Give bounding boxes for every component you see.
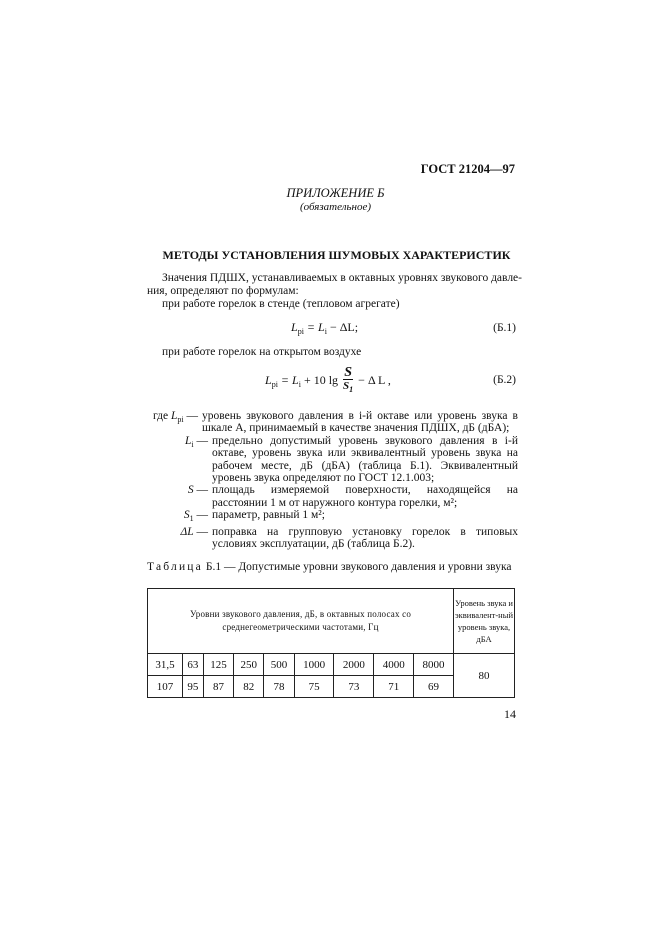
table-main-header: Уровни звукового давления, дБ, в октавных полосах со среднегеометрическими частотами, Гц [148,589,454,654]
section-title: МЕТОДЫ УСТАНОВЛЕНИЯ ШУМОВЫХ ХАРАКТЕРИСТИК [162,248,511,262]
level-cell: 69 [414,676,454,698]
frequency-cell: 4000 [374,654,414,676]
frequency-cell: 250 [234,654,264,676]
level-cell: 95 [183,676,204,698]
definitions-list [150,410,518,550]
frequency-cell: 2000 [334,654,374,676]
definition-item: где $L_{pi}$ — уровень звукового давления в i-й октаве или уровень звука в шкале А, принимаемый в качестве значения ПДШХ, дБ (дБА); [153,410,518,435]
level-cell: 75 [294,676,334,698]
definition-item: ΔL — поправка на групповую установку горелок в типовых условиях эксплуатации, дБ (таблица Б.2). [180,525,518,551]
level-cell: 78 [264,676,294,698]
intro-line-1: Значения ПДШХ, устанавливаемых в октавных уровнях звукового давле- [162,272,522,284]
definition-item: $L_i$ — предельно допустимый уровень звукового давления в i-й октаве, уровень звука или эквивалентный уровень звука на рабочем месте, дБ (дБА) (таблица Б.1). Эквивалентный уровень звука определяют по ГОСТ 12.1.003; [184,434,518,485]
page-number: 14 [504,707,516,721]
appendix-note: (обязательное) [299,201,372,213]
fraction: $\frac{S}{S_1}$ [343,365,354,394]
noise-levels-table [147,588,515,698]
formula-b2: $L_{pi} = L_i + 10$ lg $\frac{S}{S_1}$ − Δ L , [265,365,391,394]
formula-b2-number: (Б.2) [493,374,516,386]
level-cell: 87 [203,676,233,698]
formula-b1: $L_{pi} = L_i - \Delta L$; [291,320,359,336]
definition-item: S — площадь измеряемой поверхности, находящейся на расстоянии 1 м от наружного контура горелки, м²; [187,484,518,509]
document-id: ГОСТ 21204—97 [420,162,515,176]
appendix-title: ПРИЛОЖЕНИЕ Б [286,186,385,200]
definition-item: $S_1$ — параметр, равный 1 м²; [183,509,325,524]
frequency-cell: 31,5 [148,654,183,676]
table-side-header: Уровень звука и эквивалент-ный уровень звука, дБА [454,589,515,654]
intro-line-4: при работе горелок на открытом воздухе [162,346,362,358]
table-caption: Таблица Б.1 — Допустимые уровни звукового давления и уровни звука [147,561,512,573]
sound-level-value: 80 [454,654,515,698]
level-cell: 73 [334,676,374,698]
frequency-cell: 8000 [414,654,454,676]
level-cell: 107 [148,676,183,698]
frequency-cell: 63 [183,654,204,676]
intro-line-3: при работе горелок в стенде (тепловом агрегате) [162,298,400,310]
frequency-cell: 125 [203,654,233,676]
frequency-cell: 1000 [294,654,334,676]
frequency-cell: 500 [264,654,294,676]
formula-b1-number: (Б.1) [493,322,516,334]
level-cell: 82 [234,676,264,698]
level-cell: 71 [374,676,414,698]
intro-line-2: ния, определяют по формулам: [147,285,299,297]
